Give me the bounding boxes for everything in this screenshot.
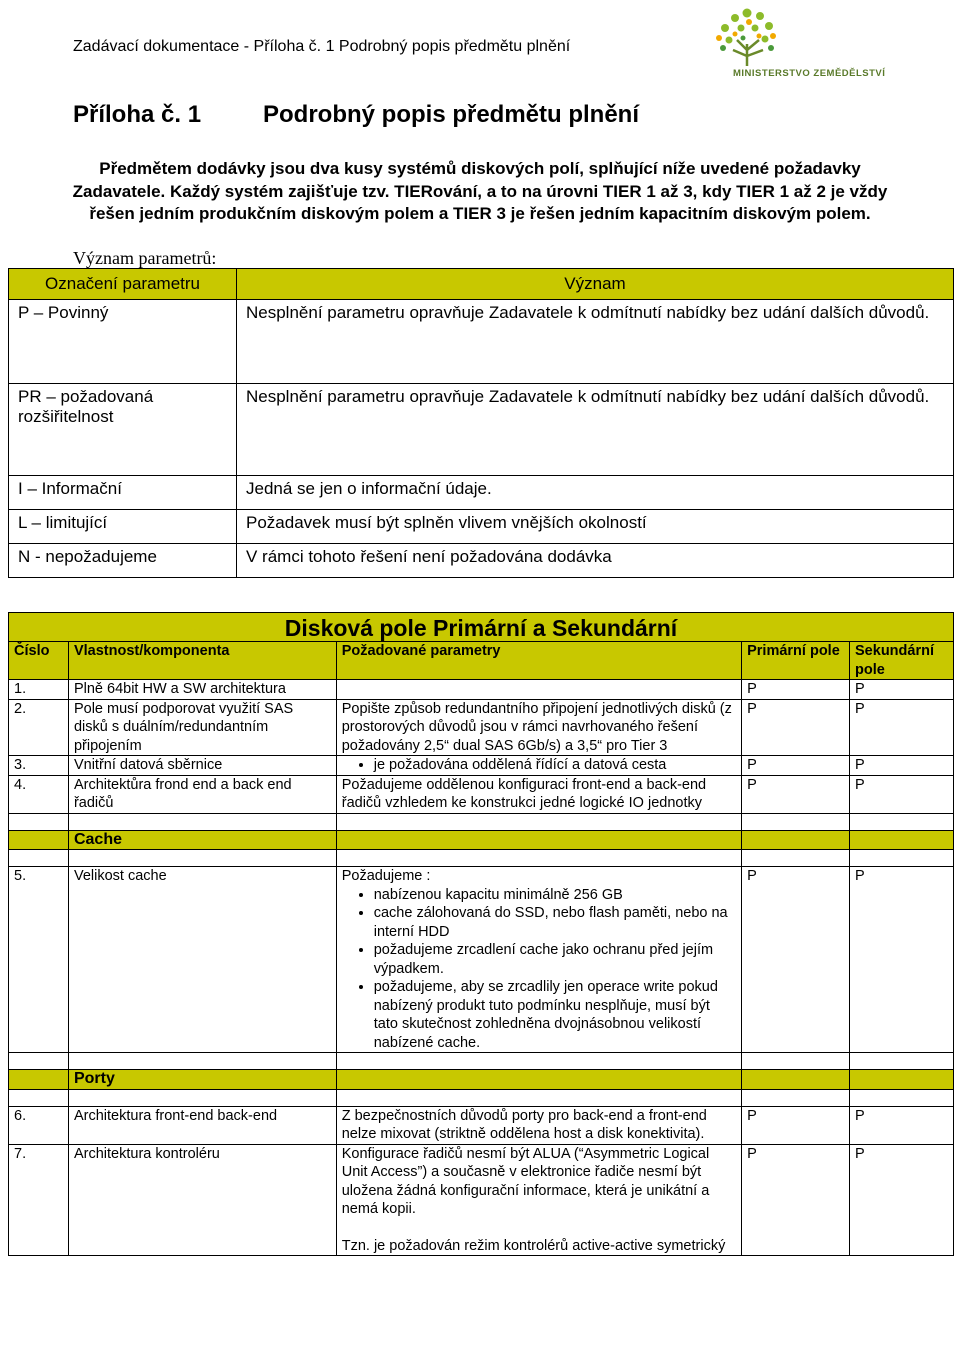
row-secondary: P xyxy=(850,775,954,813)
legend-code: PR – požadovaná rozšiřitelnost xyxy=(9,384,237,476)
ministry-logo xyxy=(705,6,885,86)
row-secondary: P xyxy=(850,756,954,776)
list-item: • požadujeme, aby se zrcadlily jen operace write pokud nabízený produkt tuto podmínku nesplňuje, musí být tato skutečnost zohledněna dvojnásobnou velikostí nabízené cache. xyxy=(374,978,736,1052)
row-secondary: P xyxy=(850,680,954,700)
row-requirement: Popište způsob redundantního připojení jednotlivých disků (z prostorových důvodů jsou v rámci navrhovaného řešení požadovány 2,5“ dual SAS 6Gb/s) a 3,5“ pro Tier 3 xyxy=(336,699,741,756)
row-primary: P xyxy=(742,867,850,1053)
requirements-table xyxy=(8,612,954,1256)
legend-code: L – limitující xyxy=(9,510,237,544)
row-secondary: P xyxy=(850,1144,954,1256)
legend-code: P – Povinný xyxy=(9,300,237,384)
col-secondary: Sekundární pole xyxy=(850,642,954,680)
row-secondary: P xyxy=(850,867,954,1053)
legend-code: N - nepožadujeme xyxy=(9,544,237,578)
legend-meaning: Požadavek musí být splněn vlivem vnějších okolností xyxy=(237,510,954,544)
row-primary: P xyxy=(742,1106,850,1144)
col-number: Číslo xyxy=(9,642,69,680)
legend-header-code: Označení parametru xyxy=(9,269,237,300)
cache-requirements-list xyxy=(342,886,736,1053)
list-item: • požadujeme zrcadlení cache jako ochranu před jejím výpadkem. xyxy=(374,941,736,978)
row-requirement: Konfigurace řadičů nesmí být ALUA (“Asymmetric Logical Unit Access”) a současně v elektronice řadiče nesmí být uložena žádná konfigurační informace, která je unikátní a nemá kopii. xyxy=(341,1145,710,1217)
row-primary: P xyxy=(742,1144,850,1256)
table-row xyxy=(9,867,954,1053)
row-requirement: Požadujeme : xyxy=(341,868,431,884)
legend-meaning: Jedná se jen o informační údaje. xyxy=(237,476,954,510)
title-annex: Příloha č. 1 xyxy=(73,101,202,128)
row-requirement-note: Tzn. je požadován režim kontrolérů active-active symetrický xyxy=(341,1237,726,1254)
row-property: Vnitřní datová sběrnice xyxy=(68,756,336,776)
section-ports: Porty xyxy=(68,1070,336,1090)
col-requirements: Požadované parametry xyxy=(336,642,741,680)
row-number: 7. xyxy=(9,1144,69,1256)
parameters-label: Význam parametrů: xyxy=(73,248,217,268)
legend-table xyxy=(8,268,954,578)
row-number: 6. xyxy=(9,1106,69,1144)
row-number: 2. xyxy=(9,699,69,756)
row-number: 3. xyxy=(9,756,69,776)
list-item: • cache zálohovaná do SSD, nebo flash paměti, nebo na interní HDD xyxy=(374,904,736,941)
row-property: Plně 64bit HW a SW architektura xyxy=(68,680,336,700)
table-title: Disková pole Primární a Sekundární xyxy=(9,613,954,642)
row-secondary: P xyxy=(850,1106,954,1144)
col-property: Vlastnost/komponenta xyxy=(68,642,336,680)
table-row xyxy=(9,1144,954,1256)
section-cache: Cache xyxy=(68,830,336,850)
row-property: Architektura kontroléru xyxy=(68,1144,336,1256)
tree-icon xyxy=(705,6,885,68)
row-property: Velikost cache xyxy=(68,867,336,1053)
legend-meaning: Nesplnění parametru opravňuje Zadavatele k odmítnutí nabídky bez udání dalších důvodů. xyxy=(237,300,954,384)
row-primary: P xyxy=(742,699,850,756)
row-primary: P xyxy=(742,756,850,776)
legend-meaning: Nesplnění parametru opravňuje Zadavatele k odmítnutí nabídky bez udání dalších důvodů. xyxy=(237,384,954,476)
row-primary: P xyxy=(742,775,850,813)
col-primary: Primární pole xyxy=(742,642,850,680)
table-row xyxy=(9,680,954,700)
row-number: 5. xyxy=(9,867,69,1053)
row-requirement: Požadujeme oddělenou konfiguraci front-end a back-end řadičů vzhledem ke konstrukci jedné logické IO jednotky xyxy=(336,775,741,813)
row-secondary: P xyxy=(850,699,954,756)
logo-text: MINISTERSTVO ZEMĚDĚLSTVÍ xyxy=(733,68,886,79)
document-header: Zadávací dokumentace - Příloha č. 1 Podrobný popis předmětu plnění xyxy=(73,38,571,55)
row-property: Architektůra frond end a back end řadičů xyxy=(68,775,336,813)
table-row xyxy=(9,699,954,756)
legend-header-meaning: Význam xyxy=(237,269,954,300)
list-item: • nabízenou kapacitu minimálně 256 GB xyxy=(374,886,736,905)
row-number: 1. xyxy=(9,680,69,700)
table-row xyxy=(9,756,954,776)
row-property: Pole musí podporovat využití SAS disků s duálním/redundantním připojením xyxy=(68,699,336,756)
table-row xyxy=(9,1106,954,1144)
row-primary: P xyxy=(742,680,850,700)
row-requirement: Z bezpečnostních důvodů porty pro back-end a front-end nelze mixovat (striktně oddělena host a disk konektivita). xyxy=(336,1106,741,1144)
legend-code: I – Informační xyxy=(9,476,237,510)
row-requirement: • je požadována oddělená řídící a datová cesta xyxy=(374,756,736,775)
legend-meaning: V rámci tohoto řešení není požadována dodávka xyxy=(237,544,954,578)
table-row xyxy=(9,775,954,813)
intro-paragraph: Předmětem dodávky jsou dva kusy systémů diskových polí, splňující níže uvedené požadavky Zadavatele. Každý systém zajišťuje tzv. TIERování, a to na úrovni TIER 1 až 3, kdy TIER 1 až 2 je vždy řešen jedním produkčním diskovým polem a TIER 3 je řešen jedním kapacitním diskovým polem. xyxy=(72,159,888,223)
title-main: Podrobný popis předmětu plnění xyxy=(263,101,640,128)
row-property: Architektura front-end back-end xyxy=(68,1106,336,1144)
row-number: 4. xyxy=(9,775,69,813)
row-requirement xyxy=(336,680,741,700)
